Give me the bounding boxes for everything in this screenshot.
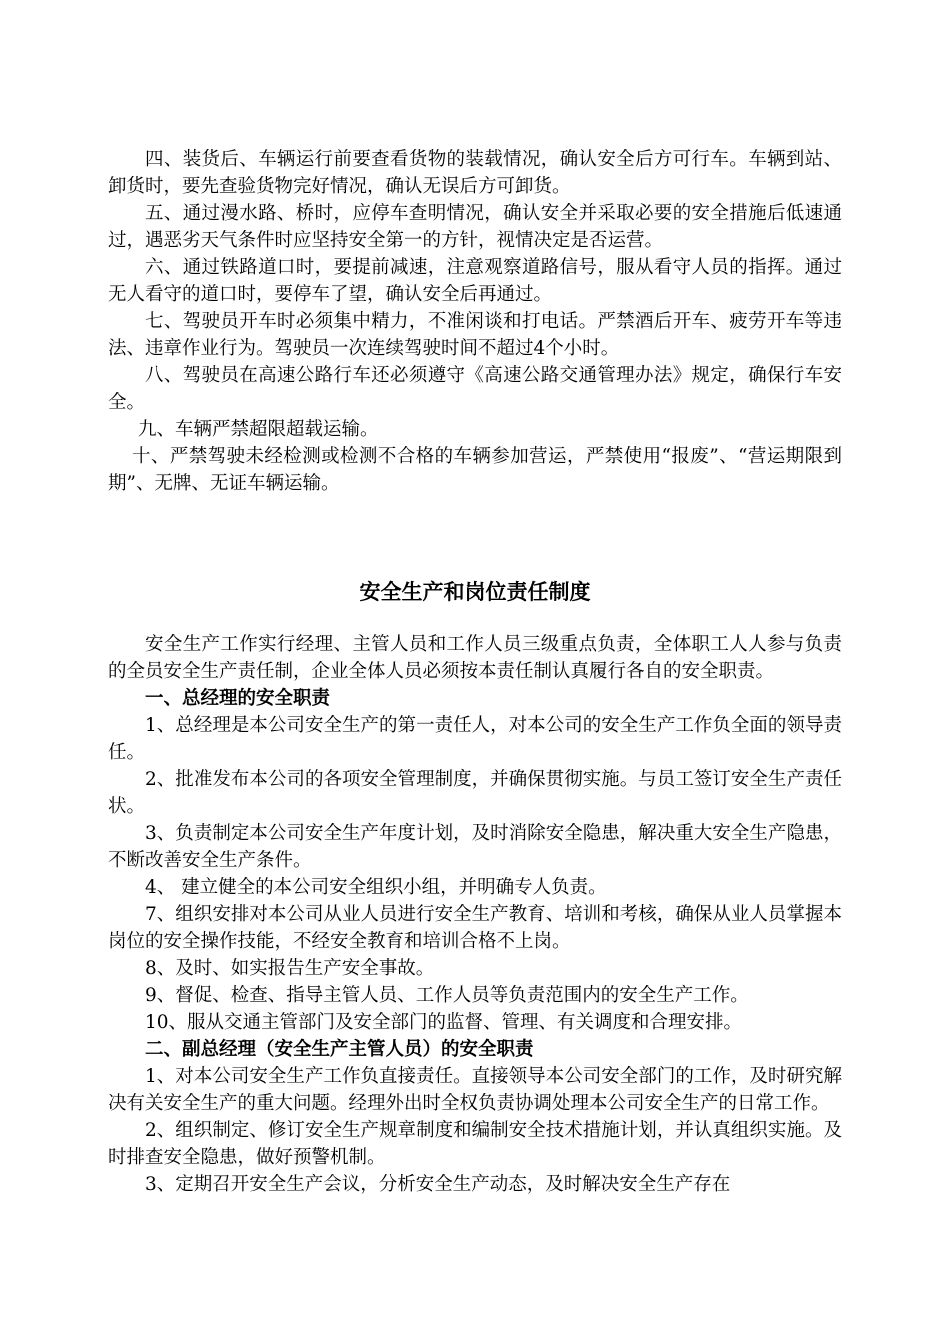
document-page	[108, 146, 842, 1198]
deputy-duties-heading: 二、副总经理（安全生产主管人员）的安全职责	[145, 1039, 534, 1060]
traffic-rule-6: 六、通过铁路道口时，要提前减速，注意观察道路信号，服从看守人员的指挥。通过无人看守的道口时，要停车了望，确认安全后再通过。	[108, 257, 842, 305]
traffic-rule-8: 八、驾驶员在高速公路行车还必须遵守《高速公路交通管理办法》规定，确保行车安全。	[108, 365, 842, 413]
title-spacer	[108, 607, 842, 631]
gm-duty-item: 10、服从交通主管部门及安全部门的监督、管理、有关调度和合理安排。	[145, 1012, 743, 1033]
gm-duty-item: 8、及时、如实报告生产安全事故。	[145, 958, 435, 979]
section-spacer	[108, 497, 842, 577]
traffic-rule-5: 五、通过漫水路、桥时，应停车查明情况，确认安全并采取必要的安全措施后低速通过，遇恶劣天气条件时应坚持安全第一的方针，视情决定是否运营。	[108, 203, 842, 251]
gm-duty-item: 9、督促、检查、指导主管人员、工作人员等负责范围内的安全生产工作。	[145, 985, 749, 1006]
gm-duty-item: 1、总经理是本公司安全生产的第一责任人，对本公司的安全生产工作负全面的领导责任。	[108, 715, 842, 763]
gm-duties-heading: 一、总经理的安全职责	[145, 688, 331, 709]
gm-duty-item: 3、负责制定本公司安全生产年度计划，及时消除安全隐患，解决重大安全生产隐患，不断改善安全生产条件。	[108, 823, 842, 871]
deputy-duty-item: 1、对本公司安全生产工作负直接责任。直接领导本公司安全部门的工作，及时研究解决有关安全生产的重大问题。经理外出时全权负责协调处理本公司安全生产的日常工作。	[108, 1066, 842, 1114]
gm-duty-item: 7、组织安排对本公司从业人员进行安全生产教育、培训和考核，确保从业人员掌握本岗位的安全操作技能，不经安全教育和培训合格不上岗。	[108, 904, 842, 952]
traffic-rule-9: 九、车辆严禁超限超载运输。	[138, 419, 379, 440]
deputy-duty-item: 2、组织制定、修订安全生产规章制度和编制安全技术措施计划，并认真组织实施。及时排查安全隐患，做好预警机制。	[108, 1120, 842, 1168]
traffic-rule-4: 四、装货后、车辆运行前要查看货物的装载情况，确认安全后方可行车。车辆到站、卸货时，要先查验货物完好情况，确认无误后方可卸货。	[108, 149, 842, 197]
section-title: 安全生产和岗位责任制度	[359, 580, 591, 604]
deputy-duty-item: 3、定期召开安全生产会议，分析安全生产动态，及时解决安全生产存在	[145, 1174, 731, 1195]
gm-duty-item: 2、批准发布本公司的各项安全管理制度，并确保贯彻实施。与员工签订安全生产责任状。	[108, 769, 842, 817]
section-intro: 安全生产工作实行经理、主管人员和工作人员三级重点负责，全体职工人人参与负责的全员安全生产责任制，企业全体人员必须按本责任制认真履行各自的安全职责。	[108, 634, 842, 682]
gm-duty-item: 4、 建立健全的本公司安全组织小组，并明确专人负责。	[145, 877, 607, 898]
traffic-rule-7: 七、驾驶员开车时必须集中精力，不准闲谈和打电话。严禁酒后开车、疲劳开车等违法、违章作业行为。驾驶员一次连续驾驶时间不超过4个小时。	[108, 311, 842, 359]
traffic-rule-10: 十、严禁驾驶未经检测或检测不合格的车辆参加营运，严禁使用“报废”、“营运期限到期”、无牌、无证车辆运输。	[108, 446, 842, 494]
